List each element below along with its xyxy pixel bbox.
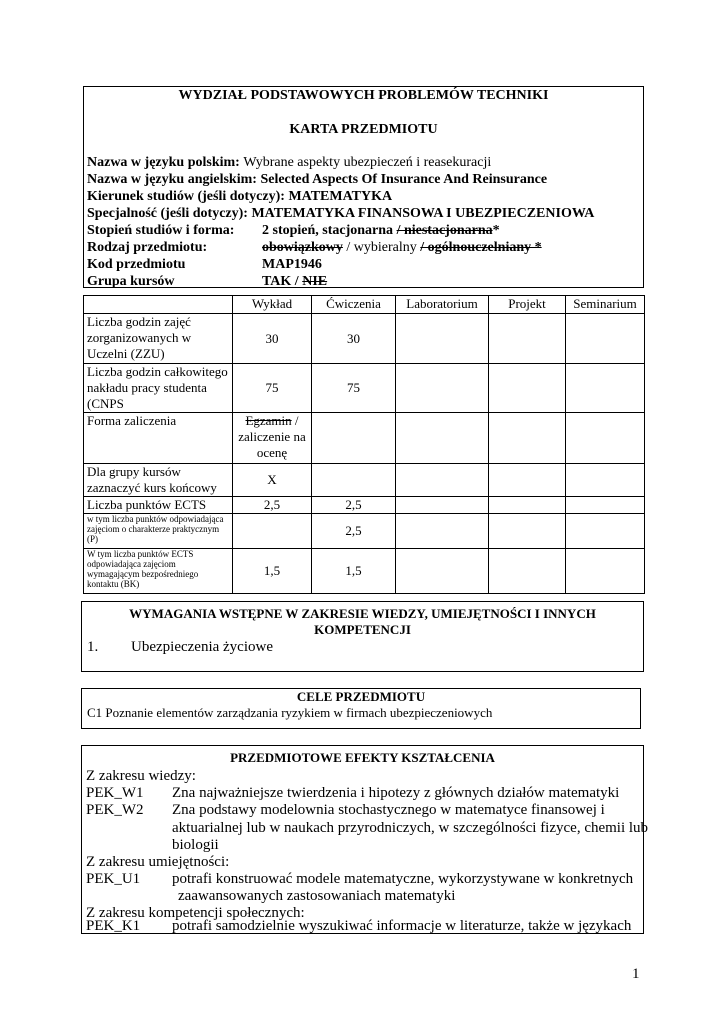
row-label: Liczba godzin zajęć zorganizowanych w Uczelni (ZZU) <box>84 314 233 364</box>
row-label: Liczba punktów ECTS <box>84 497 233 514</box>
row-label: Dla grupy kursów zaznaczyć kurs końcowy <box>84 464 233 497</box>
name-en-row <box>87 171 547 188</box>
field-label: Kierunek studiów (jeśli dotyczy): <box>87 189 285 204</box>
row-label: W tym liczba punktów ECTS odpowiadająca zajęciom wymagającym bezpośredniego kontaktu (BK) <box>84 549 233 594</box>
requirement-number: 1. <box>87 639 99 655</box>
outcomes-title: PRZEDMIOTOWE EFEKTY KSZTAŁCENIA <box>230 750 495 765</box>
row-label: w tym liczba punktów odpowiadająca zajęciom o charakterze praktycznym (P) <box>84 514 233 549</box>
social-heading: Z zakresu kompetencji społecznych: <box>86 905 305 921</box>
requirements-box <box>81 601 644 672</box>
column-header: Seminarium <box>566 296 645 314</box>
page-number: 1 <box>632 966 640 982</box>
outcome-text: Zna najważniejsze twierdzenia i hipotezy z głównych działów matematyki <box>172 785 620 801</box>
field-row <box>87 188 392 205</box>
level-suffix: * <box>492 223 500 238</box>
goals-box <box>81 688 641 729</box>
group-value: TAK / <box>262 274 303 289</box>
exam-struck: Egzamin <box>245 413 292 428</box>
row-label: Liczba godzin całkowitego nakładu pracy studenta (CNPS <box>84 364 233 413</box>
table-row <box>84 497 645 514</box>
outcomes-box <box>81 745 649 934</box>
group-struck: NIE <box>302 274 328 289</box>
outcome-text-continued: zaawansowanych zastosowaniach matematyki <box>178 888 456 904</box>
outcome-code: PEK_U1 <box>86 871 141 887</box>
outcome-code: PEK_W2 <box>86 802 144 818</box>
goal-c1: C1 Poznanie elementów zarządzania ryzykiem w firmach ubezpieczeniowych <box>87 705 493 720</box>
table-row <box>84 514 645 549</box>
course-code-row <box>87 256 322 273</box>
lecture-cell <box>233 514 312 549</box>
specialization-row <box>87 205 594 222</box>
exercises-cell: 1,5 <box>312 549 396 594</box>
exercises-cell <box>312 413 396 464</box>
requirement-text: Ubezpieczenia życiowe <box>131 639 273 655</box>
outcome-text: potrafi samodzielnie wyszukiwać informacje w literaturze, także w językach <box>172 918 632 934</box>
outcome-text-continued: biologii <box>172 837 219 853</box>
table-row <box>84 464 645 497</box>
lecture-cell: X <box>233 464 312 497</box>
level-value: 2 stopień, stacjonarna <box>262 223 397 238</box>
column-header: Projekt <box>489 296 566 314</box>
column-header: Ćwiczenia <box>312 296 396 314</box>
exercises-cell: 2,5 <box>312 514 396 549</box>
outcome-code: PEK_W1 <box>86 785 144 801</box>
level-struck: / niestacjonarna <box>396 223 493 238</box>
code-label: Kod przedmiotu <box>87 257 186 272</box>
goals-title: CELE PRZEDMIOTU <box>296 689 426 704</box>
type-struck-general: / ogólnouczelniany * <box>420 240 542 255</box>
outcome-text: potrafi konstruować modele matematyczne, wykorzystywane w konkretnych <box>172 871 634 887</box>
name-en-label: Nazwa w języku angielskim: <box>87 172 257 187</box>
outcome-code: PEK_K1 <box>86 918 141 934</box>
exercises-cell <box>312 464 396 497</box>
skills-heading: Z zakresu umiejętności: <box>86 854 230 870</box>
spec-label: Specjalność (jeśli dotyczy): <box>87 206 248 221</box>
name-pl-value: Wybrane aspekty ubezpieczeń i reasekuracji <box>243 155 492 170</box>
code-value: MAP1946 <box>262 257 322 272</box>
row-label: Forma zaliczenia <box>84 413 233 464</box>
hours-table <box>83 295 645 594</box>
table-row <box>84 364 645 413</box>
type-label: Rodzaj przedmiotu: <box>87 240 208 255</box>
exercises-cell: 30 <box>312 314 396 364</box>
lecture-cell <box>233 413 312 464</box>
table-row <box>84 413 645 464</box>
requirements-title: WYMAGANIA WSTĘPNE W ZAKRESIE WIEDZY, UMIEJĘTNOŚCI I INNYCH KOMPETENCJI <box>129 606 596 637</box>
lecture-cell: 2,5 <box>233 497 312 514</box>
group-label: Grupa kursów <box>87 274 175 289</box>
outcome-text-continued: aktuarialnej lub w naukach przyrodniczych, w szczególności fizyce, chemii lub <box>172 820 649 836</box>
column-header <box>84 296 233 314</box>
course-header-box <box>83 86 644 288</box>
name-pl-row <box>87 154 491 171</box>
lecture-cell: 75 <box>233 364 312 413</box>
exercises-cell: 2,5 <box>312 497 396 514</box>
table-row <box>84 549 645 594</box>
course-group-row <box>87 273 328 290</box>
outcome-text: Zna podstawy modelownia stochastycznego w matematyce finansowej i <box>172 802 605 818</box>
requirement-item <box>87 639 273 656</box>
table-header-row <box>84 296 645 314</box>
type-struck-mandatory: obowiązkowy <box>262 240 343 255</box>
spec-value: MATEMATYKA FINANSOWA I UBEZPIECZENIOWA <box>251 206 595 221</box>
assessment-form: / zaliczenie na ocenę <box>238 413 306 460</box>
lecture-cell: 30 <box>233 314 312 364</box>
lecture-cell: 1,5 <box>233 549 312 594</box>
name-en-value: Selected Aspects Of Insurance And Reinsurance <box>260 172 548 187</box>
exercises-cell: 75 <box>312 364 396 413</box>
level-label: Stopień studiów i forma: <box>87 223 235 238</box>
table-row <box>84 314 645 364</box>
knowledge-heading: Z zakresu wiedzy: <box>86 768 196 784</box>
column-header: Laboratorium <box>396 296 489 314</box>
name-pl-label: Nazwa w języku polskim: <box>87 155 240 170</box>
field-value: MATEMATYKA <box>288 189 393 204</box>
card-title: KARTA PRZEDMIOTU <box>289 122 438 137</box>
type-value: / wybieralny <box>342 240 421 255</box>
type-value-group <box>262 239 542 256</box>
column-header: Wykład <box>233 296 312 314</box>
level-row <box>87 222 500 239</box>
level-value-group <box>262 222 500 239</box>
group-value-group <box>262 273 327 290</box>
faculty-title: WYDZIAŁ PODSTAWOWYCH PROBLEMÓW TECHNIKI <box>178 88 549 103</box>
course-type-row <box>87 239 542 256</box>
